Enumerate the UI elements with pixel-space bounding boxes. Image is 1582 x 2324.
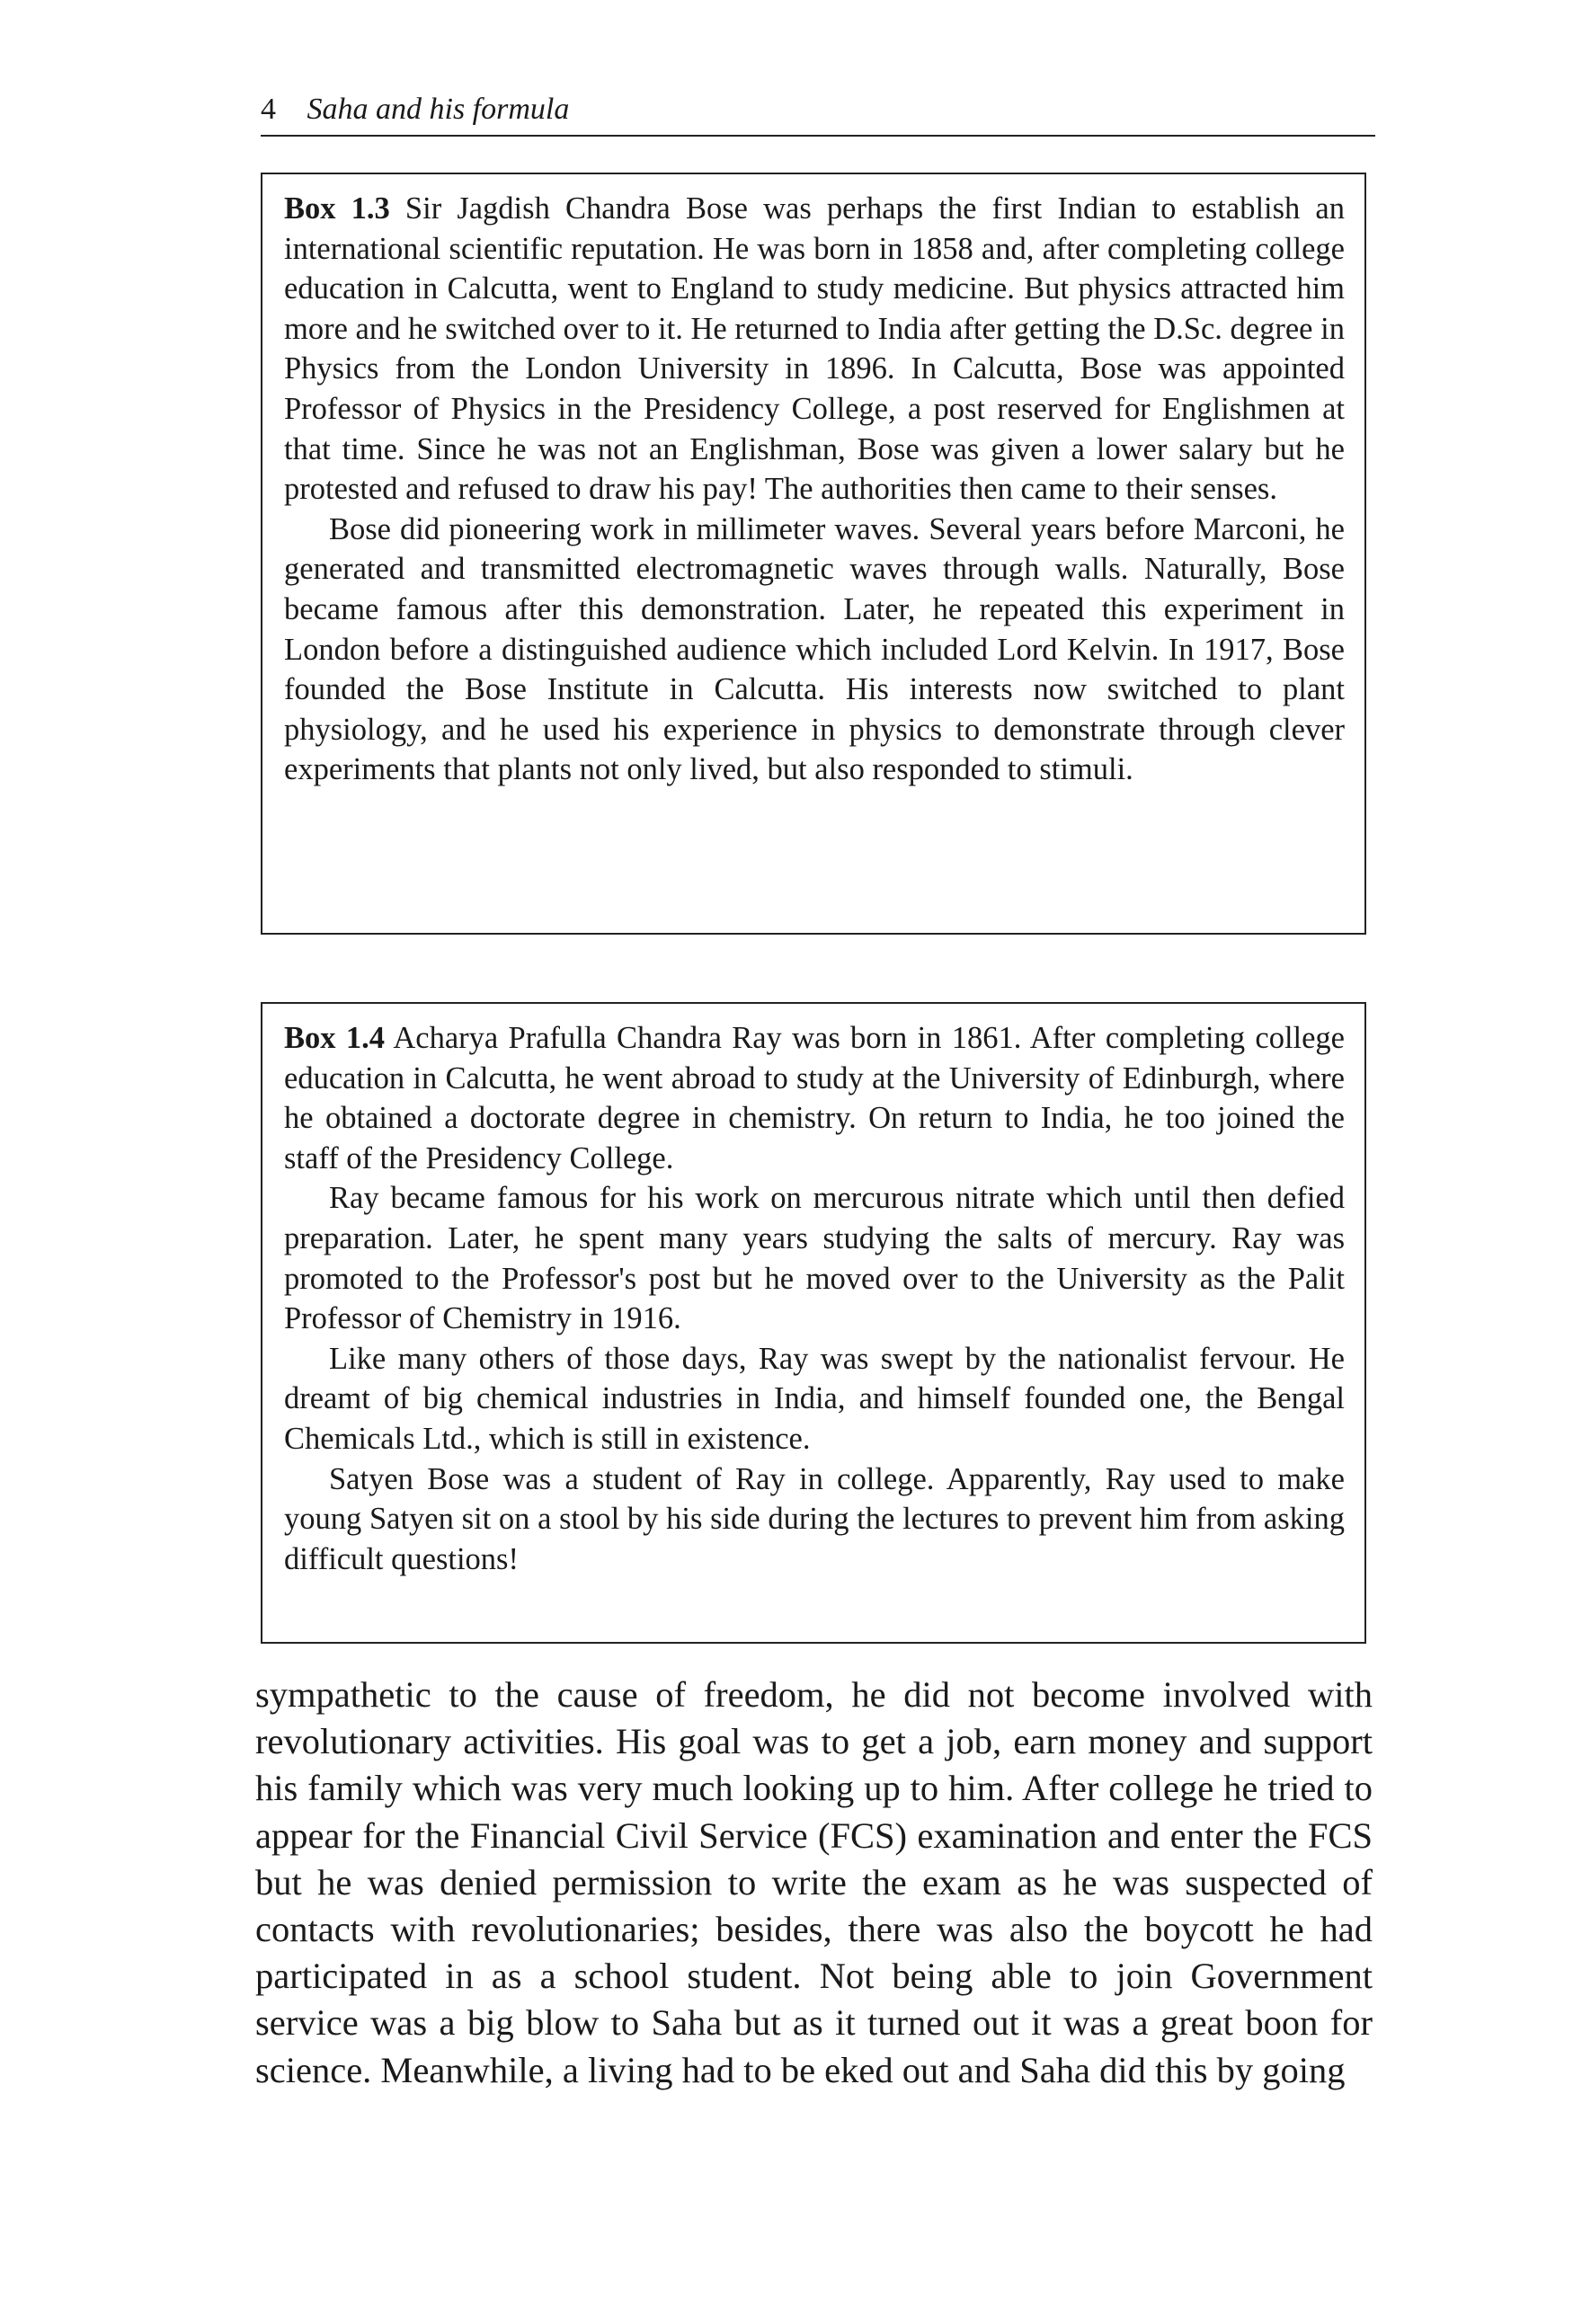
box-1-3-paragraph-1	[284, 189, 1345, 510]
box-1-3-text-1: Sir Jagdish Chandra Bose was perhaps the first Indian to establish an international scientific reputation. He was born in 1858 and, after completing college education in Calcutta, went to England to study medicine. But physics attracted him more and he switched over to it. He returned to India after getting the D.Sc. degree in Physics from the London University in 1896. In Calcutta, Bose was appointed Professor of Physics in the Presidency College, a post reserved for Englishmen at that time. Since he was not an Englishman, Bose was given a lower salary but he protested and refused to draw his pay! The authorities then came to their senses.	[284, 191, 1345, 507]
main-body-text: sympathetic to the cause of freedom, he did not become involved with revolutionary activities. His goal was to get a job, earn money and support his family which was very much looking up to him. After college he tried to appear for the Financial Civil Service (FCS) examination and enter the FCS but he was denied permission to write the exam as he was suspected of contacts with revolutionaries; besides, there was also the boycott he had participated in as a school student. Not being able to join Government service was a big blow to Saha but as it turned out it was a great boon for science. Meanwhile, a living had to be eked out and Saha did this by going	[255, 1674, 1373, 2090]
box-1-4-paragraph-2: Ray became famous for his work on mercurous nitrate which until then defied preparation. Later, he spent many years studying the salts of mercury. Ray was promoted to the Professor's post but he moved over to the University as the Palit Professor of Chemistry in 1916.	[284, 1181, 1345, 1336]
running-title: Saha and his formula	[307, 93, 570, 126]
box-1-4	[261, 1002, 1366, 1644]
box-1-4-paragraph-3: Like many others of those days, Ray was swept by the nationalist fervour. He dreamt of big chemical industries in India, and himself founded one, the Bengal Chemicals Ltd., which is still in existence.	[284, 1341, 1345, 1456]
box-1-3-label: Box 1.3	[284, 191, 390, 226]
box-1-4-paragraph-1	[284, 1018, 1345, 1178]
box-1-4-label: Box 1.4	[284, 1021, 385, 1055]
page-number: 4	[261, 93, 276, 126]
box-1-4-text-1: Acharya Prafulla Chandra Ray was born in 1861. After completing college education in Calcutta, he went abroad to study at the University of Edinburgh, where he obtained a doctorate degree in chemistry. On return to India, he too joined the staff of the Presidency College.	[284, 1021, 1345, 1175]
running-header	[261, 90, 1375, 137]
box-1-3	[261, 173, 1366, 935]
box-1-4-paragraph-4: Satyen Bose was a student of Ray in college. Apparently, Ray used to make young Satyen sit on a stool by his side during the lectures to prevent him from asking difficult questions!	[284, 1461, 1345, 1576]
box-1-3-paragraph-2: Bose did pioneering work in millimeter waves. Several years before Marconi, he generated and transmitted electromagnetic waves through walls. Naturally, Bose became famous after this demonstration. Later, he repeated this experiment in London before a distinguished audience which included Lord Kelvin. In 1917, Bose founded the Bose Institute in Calcutta. His interests now switched to plant physiology, and he used his experience in physics to demonstrate through clever experiments that plants not only lived, but also responded to stimuli.	[284, 511, 1345, 787]
